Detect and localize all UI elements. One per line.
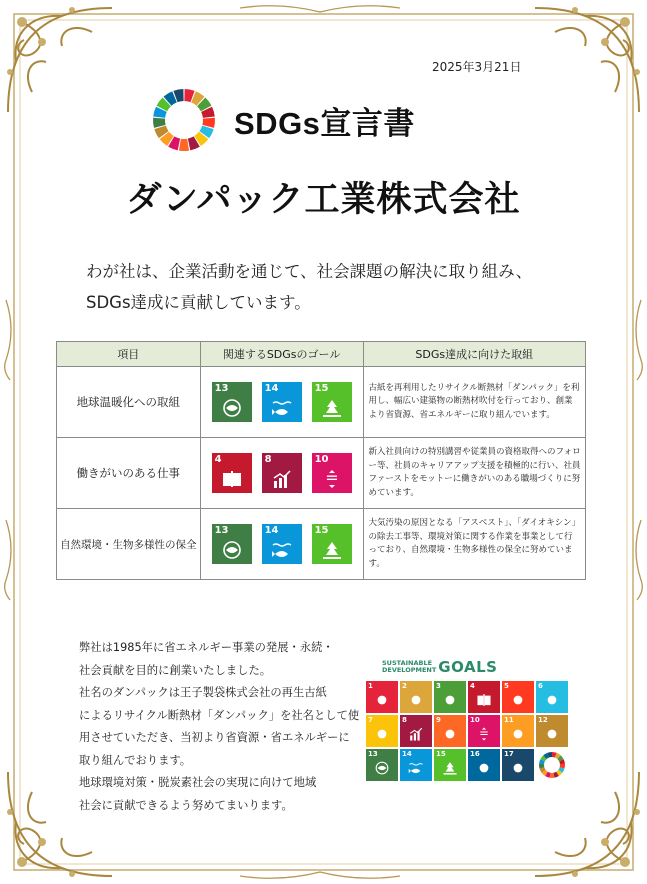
- corner-ornament-icon: [2, 2, 120, 120]
- sdg-goal-15-tile: 15: [434, 749, 466, 781]
- poster-development: DEVELOPMENT: [382, 666, 437, 674]
- sdg-goal-10-tile: 10 =: [468, 715, 500, 747]
- sdg-goal-14-icon: 14: [262, 524, 302, 564]
- sdg-goal-17-tile: 17: [502, 749, 534, 781]
- svg-text:=: =: [324, 468, 339, 487]
- sdg-goal-6-tile: 6: [536, 681, 568, 713]
- history-line: 地球環境対策・脱炭素社会の実現に向けて地域: [79, 776, 317, 789]
- item-cell: 自然環境・生物多様性の保全: [57, 509, 201, 580]
- sdg-goal-7-tile: 7: [366, 715, 398, 747]
- poster-sustainable: SUSTAINABLE: [382, 659, 433, 667]
- description-cell: 古紙を再利用したリサイクル断熱材「ダンパック」を利用し、幅広い建築物の断熱材吹付を行っており、創業より省資源、省エネルギーに取り組んでいます。: [363, 367, 585, 438]
- sdgs-header: [152, 88, 415, 152]
- sdg-goal-1-tile: 1: [366, 681, 398, 713]
- column-header: 関連するSDGsのゴール: [200, 342, 363, 367]
- goal-icons-cell: [200, 367, 363, 438]
- history-line: 社会に貢献できるよう努めてまいります。: [79, 798, 293, 812]
- company-name: ダンパック工業株式会社: [126, 180, 521, 220]
- history-line: 弊社は1985年に省エネルギー事業の発展・永続・: [79, 641, 334, 654]
- item-cell: 働きがいのある仕事: [57, 438, 201, 509]
- sdg-goal-8-tile: 8: [400, 715, 432, 747]
- sdg-goal-15-icon: 15: [312, 524, 352, 564]
- corner-ornament-icon: [527, 2, 645, 120]
- sdg-goal-13-tile: 13: [366, 749, 398, 781]
- document-date: 2025年3月21日: [432, 60, 522, 74]
- sdg-goal-3-tile: 3: [434, 681, 466, 713]
- sdgs-initiatives-table: [56, 341, 586, 580]
- sdgs-goals-poster: [366, 656, 571, 781]
- sdgs-wheel-icon: [152, 88, 216, 152]
- goal-icons-cell: [200, 509, 363, 580]
- description-cell: 大気汚染の原因となる「アスベスト」、「ダイオキシン」の除去工事等、環境対策に関する作業を事業として行っており、自然環境・生物多様性の保全に努めています。: [363, 509, 585, 580]
- table-header-row: [57, 342, 586, 367]
- goals-grid: [366, 681, 571, 781]
- table-row: [57, 367, 586, 438]
- sdg-goal-14-tile: 14: [400, 749, 432, 781]
- sdg-goal-14-icon: 14: [262, 382, 302, 422]
- intro-line: SDGs達成に貢献しています。: [86, 293, 311, 312]
- sdg-goal-4-icon: 4: [212, 453, 252, 493]
- history-line: 社会貢献を目的に創業いたしました。: [79, 663, 272, 677]
- table-row: [57, 438, 586, 509]
- sdg-goal-12-tile: 12: [536, 715, 568, 747]
- description-cell: 新入社員向けの特別講習や従業員の資格取得へのフォロー等、社員のキャリアアップ支援を積極的に行い、社員ファーストをモットーに働きがいのある職場づくりに努めています。: [363, 438, 585, 509]
- history-line: 用させていただき、当初より省資源・省エネルギーに: [79, 731, 350, 744]
- column-header: 項目: [57, 342, 201, 367]
- sdg-goal-8-icon: 8: [262, 453, 302, 493]
- poster-goals-word: GOALS: [438, 658, 498, 676]
- sdg-goal-10-icon: 10 =: [312, 453, 352, 493]
- intro-line: わが社は、企業活動を通じて、社会課題の解決に取り組み、: [86, 262, 533, 281]
- corner-ornament-icon: [527, 764, 645, 882]
- sdgs-wheel-icon: [536, 749, 568, 781]
- history-line: によるリサイクル断熱材「ダンパック」を社名として使: [79, 708, 360, 722]
- sdg-goal-4-tile: 4: [468, 681, 500, 713]
- sdg-goal-5-tile: 5: [502, 681, 534, 713]
- sdg-goal-16-tile: 16: [468, 749, 500, 781]
- history-line: 取り組んでおります。: [79, 753, 192, 767]
- history-line: 社名のダンパックは王子製袋株式会社の再生古紙: [79, 686, 327, 699]
- sdg-goal-13-icon: 13: [212, 382, 252, 422]
- company-history: [79, 637, 359, 817]
- sdg-goal-15-icon: 15: [312, 382, 352, 422]
- sdg-goal-11-tile: 11: [502, 715, 534, 747]
- table-row: [57, 509, 586, 580]
- goal-icons-cell: [200, 438, 363, 509]
- sdg-goal-2-tile: 2: [400, 681, 432, 713]
- poster-heading: [382, 656, 571, 678]
- intro-statement: [86, 256, 532, 318]
- column-header: SDGs達成に向けた取組: [363, 342, 585, 367]
- sdg-goal-9-tile: 9: [434, 715, 466, 747]
- svg-text:=: =: [479, 726, 489, 740]
- sdg-goal-13-icon: 13: [212, 524, 252, 564]
- wheel-segment: [179, 139, 189, 151]
- page-title: SDGs宣言書: [234, 105, 415, 141]
- item-cell: 地球温暖化への取組: [57, 367, 201, 438]
